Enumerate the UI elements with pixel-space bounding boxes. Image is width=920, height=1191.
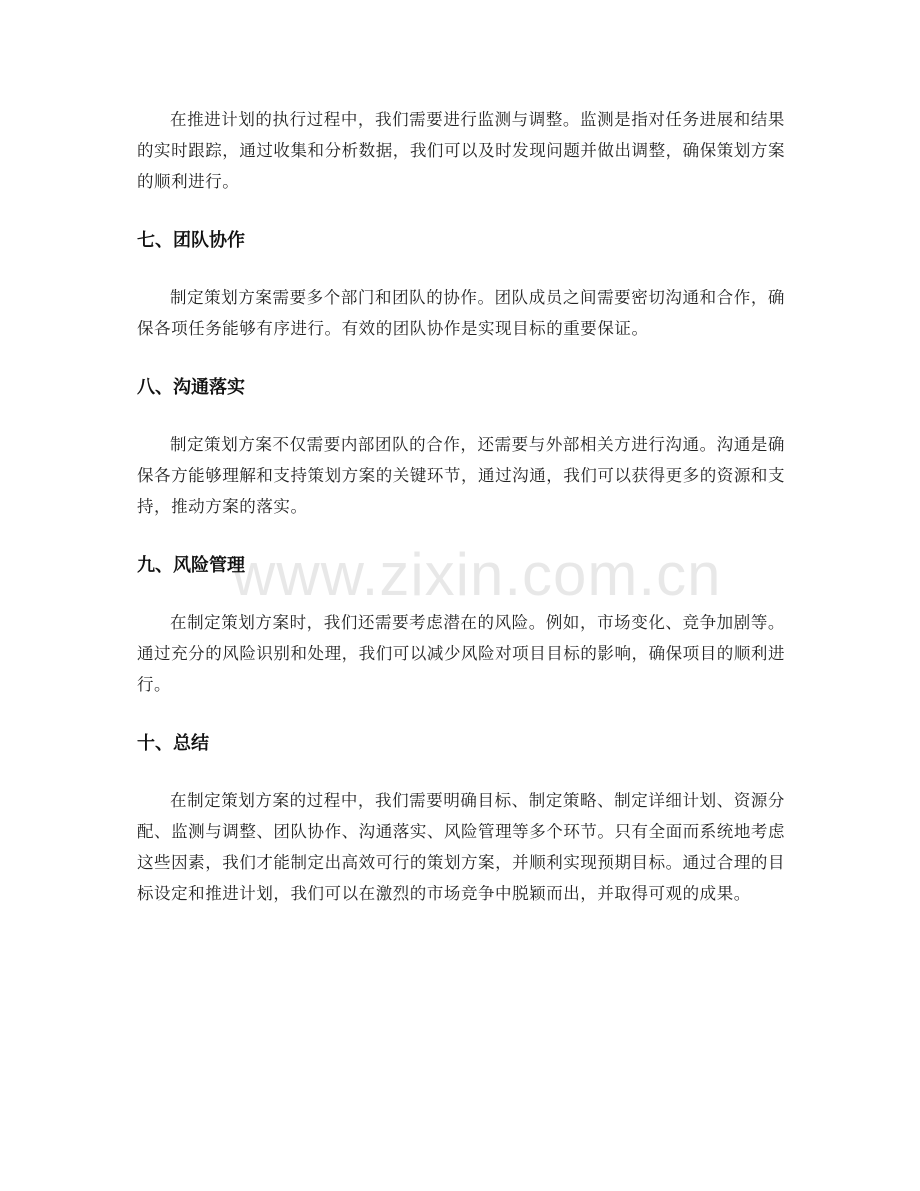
paragraph-communication: 制定策划方案不仅需要内部团队的合作，还需要与外部相关方进行沟通。沟通是确保各方能够理解和支持策划方案的关键环节，通过沟通，我们可以获得更多的资源和支持，推动方案的落实。	[137, 435, 785, 516]
paragraph-teamwork: 制定策划方案需要多个部门和团队的协作。团队成员之间需要密切沟通和合作，确保各项任务能够有序进行。有效的团队协作是实现目标的重要保证。	[137, 288, 785, 338]
watermark: www.zixin.com.cn	[232, 541, 722, 608]
heading-summary: 十、总结	[137, 733, 209, 754]
document-body	[137, 104, 785, 909]
heading-risk-management: 九、风险管理	[137, 555, 245, 576]
paragraph-monitoring: 在推进计划的执行过程中，我们需要进行监测与调整。监测是指对任务进展和结果的实时跟踪，通过收集和分析数据，我们可以及时发现问题并做出调整，确保策划方案的顺利进行。	[137, 110, 785, 191]
heading-teamwork: 七、团队协作	[137, 230, 245, 251]
paragraph-risk-management: 在制定策划方案时，我们还需要考虑潜在的风险。例如，市场变化、竞争加剧等。通过充分的风险识别和处理，我们可以减少风险对项目目标的影响，确保项目的顺利进行。	[137, 613, 785, 694]
heading-communication: 八、沟通落实	[137, 377, 245, 398]
paragraph-summary: 在制定策划方案的过程中，我们需要明确目标、制定策略、制定详细计划、资源分配、监测与调整、团队协作、沟通落实、风险管理等多个环节。只有全面而系统地考虑这些因素，我们才能制定出高效可行的策划方案，并顺利实现预期目标。通过合理的目标设定和推进计划，我们可以在激烈的市场竞争中脱颖而出，并取得可观的成果。	[137, 791, 785, 903]
